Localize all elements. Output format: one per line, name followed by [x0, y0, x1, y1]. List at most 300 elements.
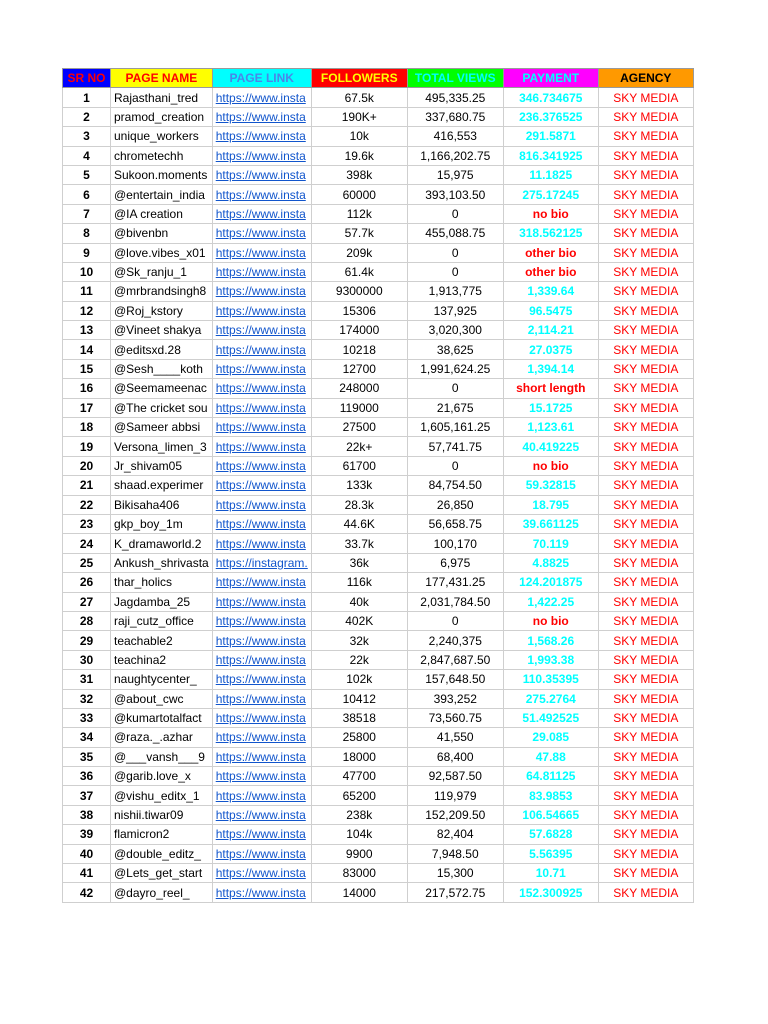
table-row[interactable] [63, 243, 694, 262]
cell-followers[interactable]: 47700 [311, 767, 407, 786]
cell-total-views[interactable]: 157,648.50 [407, 670, 503, 689]
cell-payment[interactable]: 275.17245 [503, 185, 598, 204]
cell-agency[interactable]: SKY MEDIA [598, 747, 693, 766]
cell-page-link[interactable]: https://www.insta [212, 883, 311, 902]
cell-total-views[interactable]: 15,975 [407, 165, 503, 184]
cell-payment[interactable]: 83.9853 [503, 786, 598, 805]
cell-page-link[interactable]: https://www.insta [212, 418, 311, 437]
cell-page-name[interactable]: teachable2 [111, 631, 213, 650]
cell-followers[interactable]: 10k [311, 127, 407, 146]
cell-payment[interactable]: 59.32815 [503, 476, 598, 495]
cell-followers[interactable]: 65200 [311, 786, 407, 805]
cell-page-name[interactable]: Bikisaha406 [111, 495, 213, 514]
cell-page-name[interactable]: Sukoon.moments [111, 165, 213, 184]
table-row[interactable] [63, 359, 694, 378]
table-row[interactable] [63, 747, 694, 766]
cell-page-name[interactable]: @about_cwc [111, 689, 213, 708]
cell-followers[interactable]: 174000 [311, 321, 407, 340]
cell-page-name[interactable]: Jr_shivam05 [111, 456, 213, 475]
cell-total-views[interactable]: 7,948.50 [407, 844, 503, 863]
table-row[interactable] [63, 844, 694, 863]
cell-followers[interactable]: 83000 [311, 864, 407, 883]
cell-page-link[interactable]: https://www.insta [212, 301, 311, 320]
cell-agency[interactable]: SKY MEDIA [598, 88, 693, 107]
table-row[interactable] [63, 456, 694, 475]
cell-agency[interactable]: SKY MEDIA [598, 282, 693, 301]
cell-agency[interactable]: SKY MEDIA [598, 224, 693, 243]
cell-page-link[interactable]: https://www.insta [212, 689, 311, 708]
cell-page-link[interactable]: https://www.insta [212, 379, 311, 398]
cell-payment[interactable]: 816.341925 [503, 146, 598, 165]
cell-page-link[interactable]: https://www.insta [212, 495, 311, 514]
cell-payment[interactable]: 106.54665 [503, 805, 598, 824]
cell-page-name[interactable]: @love.vibes_x01 [111, 243, 213, 262]
cell-total-views[interactable]: 455,088.75 [407, 224, 503, 243]
table-row[interactable] [63, 107, 694, 126]
cell-agency[interactable]: SKY MEDIA [598, 611, 693, 630]
cell-page-link[interactable]: https://www.insta [212, 728, 311, 747]
cell-page-name[interactable]: naughtycenter_ [111, 670, 213, 689]
header-page-name[interactable]: PAGE NAME [111, 69, 213, 88]
cell-payment[interactable]: 64.81125 [503, 767, 598, 786]
cell-page-link[interactable]: https://www.insta [212, 437, 311, 456]
cell-page-link[interactable]: https://www.insta [212, 786, 311, 805]
cell-page-name[interactable]: @Roj_kstory [111, 301, 213, 320]
cell-page-link[interactable]: https://www.insta [212, 514, 311, 533]
cell-payment[interactable]: 291.5871 [503, 127, 598, 146]
table-row[interactable] [63, 864, 694, 883]
cell-followers[interactable]: 67.5k [311, 88, 407, 107]
cell-page-link[interactable]: https://www.insta [212, 282, 311, 301]
cell-followers[interactable]: 238k [311, 805, 407, 824]
table-row[interactable] [63, 301, 694, 320]
cell-page-name[interactable]: unique_workers [111, 127, 213, 146]
cell-agency[interactable]: SKY MEDIA [598, 379, 693, 398]
table-row[interactable] [63, 650, 694, 669]
cell-page-name[interactable]: teachina2 [111, 650, 213, 669]
cell-total-views[interactable]: 38,625 [407, 340, 503, 359]
table-row[interactable] [63, 437, 694, 456]
cell-page-name[interactable]: @IA creation [111, 204, 213, 223]
cell-page-name[interactable]: @Lets_get_start [111, 864, 213, 883]
cell-agency[interactable]: SKY MEDIA [598, 456, 693, 475]
cell-page-name[interactable]: @bivenbn [111, 224, 213, 243]
cell-payment[interactable]: 152.300925 [503, 883, 598, 902]
header-total-views[interactable]: TOTAL VIEWS [407, 69, 503, 88]
cell-agency[interactable]: SKY MEDIA [598, 127, 693, 146]
cell-followers[interactable]: 12700 [311, 359, 407, 378]
cell-agency[interactable]: SKY MEDIA [598, 825, 693, 844]
cell-page-link[interactable]: https://www.insta [212, 340, 311, 359]
cell-page-link[interactable]: https://www.insta [212, 262, 311, 281]
cell-page-name[interactable]: raji_cutz_office [111, 611, 213, 630]
cell-page-link[interactable]: https://www.insta [212, 747, 311, 766]
cell-page-name[interactable]: K_dramaworld.2 [111, 534, 213, 553]
table-row[interactable] [63, 340, 694, 359]
cell-followers[interactable]: 104k [311, 825, 407, 844]
table-row[interactable] [63, 88, 694, 107]
cell-agency[interactable]: SKY MEDIA [598, 844, 693, 863]
cell-agency[interactable]: SKY MEDIA [598, 631, 693, 650]
cell-agency[interactable]: SKY MEDIA [598, 301, 693, 320]
table-row[interactable] [63, 495, 694, 514]
cell-page-link[interactable]: https://www.insta [212, 146, 311, 165]
cell-followers[interactable]: 44.6K [311, 514, 407, 533]
cell-total-views[interactable]: 68,400 [407, 747, 503, 766]
cell-agency[interactable]: SKY MEDIA [598, 418, 693, 437]
header-page-link[interactable]: PAGE LINK [212, 69, 311, 88]
cell-payment[interactable]: 318.562125 [503, 224, 598, 243]
cell-followers[interactable]: 57.7k [311, 224, 407, 243]
table-row[interactable] [63, 204, 694, 223]
cell-agency[interactable]: SKY MEDIA [598, 495, 693, 514]
cell-payment[interactable]: 10.71 [503, 864, 598, 883]
table-row[interactable] [63, 146, 694, 165]
cell-agency[interactable]: SKY MEDIA [598, 185, 693, 204]
cell-page-link[interactable]: https://www.insta [212, 359, 311, 378]
cell-page-link[interactable]: https://www.insta [212, 805, 311, 824]
cell-agency[interactable]: SKY MEDIA [598, 767, 693, 786]
cell-page-name[interactable]: thar_holics [111, 573, 213, 592]
cell-total-views[interactable]: 0 [407, 611, 503, 630]
table-row[interactable] [63, 767, 694, 786]
cell-total-views[interactable]: 416,553 [407, 127, 503, 146]
cell-total-views[interactable]: 92,587.50 [407, 767, 503, 786]
cell-page-link[interactable]: https://www.insta [212, 476, 311, 495]
cell-total-views[interactable]: 57,741.75 [407, 437, 503, 456]
cell-payment[interactable]: 27.0375 [503, 340, 598, 359]
cell-page-name[interactable]: @editsxd.28 [111, 340, 213, 359]
cell-total-views[interactable]: 217,572.75 [407, 883, 503, 902]
cell-total-views[interactable]: 1,913,775 [407, 282, 503, 301]
cell-page-name[interactable]: @raza._.azhar [111, 728, 213, 747]
cell-page-link[interactable]: https://www.insta [212, 864, 311, 883]
cell-followers[interactable]: 33.7k [311, 534, 407, 553]
cell-page-name[interactable]: @Sk_ranju_1 [111, 262, 213, 281]
cell-total-views[interactable]: 0 [407, 204, 503, 223]
cell-page-name[interactable]: @mrbrandsingh8 [111, 282, 213, 301]
cell-page-link[interactable]: https://www.insta [212, 573, 311, 592]
table-row[interactable] [63, 553, 694, 572]
cell-total-views[interactable]: 152,209.50 [407, 805, 503, 824]
table-row[interactable] [63, 786, 694, 805]
cell-followers[interactable]: 9300000 [311, 282, 407, 301]
cell-total-views[interactable]: 6,975 [407, 553, 503, 572]
cell-followers[interactable]: 22k [311, 650, 407, 669]
table-row[interactable] [63, 805, 694, 824]
cell-agency[interactable]: SKY MEDIA [598, 514, 693, 533]
cell-payment[interactable]: 39.661125 [503, 514, 598, 533]
cell-page-name[interactable]: @dayro_reel_ [111, 883, 213, 902]
cell-payment[interactable]: 1,993.38 [503, 650, 598, 669]
cell-followers[interactable]: 190K+ [311, 107, 407, 126]
cell-followers[interactable]: 116k [311, 573, 407, 592]
cell-total-views[interactable]: 3,020,300 [407, 321, 503, 340]
cell-agency[interactable]: SKY MEDIA [598, 573, 693, 592]
table-row[interactable] [63, 728, 694, 747]
cell-total-views[interactable]: 2,240,375 [407, 631, 503, 650]
cell-page-link[interactable]: https://www.insta [212, 107, 311, 126]
cell-page-link[interactable]: https://www.insta [212, 592, 311, 611]
cell-total-views[interactable]: 2,847,687.50 [407, 650, 503, 669]
cell-followers[interactable]: 398k [311, 165, 407, 184]
cell-total-views[interactable]: 0 [407, 262, 503, 281]
cell-payment[interactable]: 110.35395 [503, 670, 598, 689]
cell-page-link[interactable]: https://www.insta [212, 224, 311, 243]
cell-total-views[interactable]: 73,560.75 [407, 708, 503, 727]
cell-page-name[interactable]: Versona_limen_3 [111, 437, 213, 456]
cell-page-name[interactable]: @vishu_editx_1 [111, 786, 213, 805]
cell-agency[interactable]: SKY MEDIA [598, 534, 693, 553]
cell-agency[interactable]: SKY MEDIA [598, 708, 693, 727]
cell-payment[interactable]: 124.201875 [503, 573, 598, 592]
cell-followers[interactable]: 25800 [311, 728, 407, 747]
cell-agency[interactable]: SKY MEDIA [598, 262, 693, 281]
cell-payment[interactable]: 15.1725 [503, 398, 598, 417]
cell-payment[interactable]: 1,339.64 [503, 282, 598, 301]
cell-payment[interactable]: 1,394.14 [503, 359, 598, 378]
header-sr-no[interactable]: SR NO [63, 69, 111, 88]
cell-page-link[interactable]: https://www.insta [212, 825, 311, 844]
table-row[interactable] [63, 708, 694, 727]
cell-payment[interactable]: 29.085 [503, 728, 598, 747]
cell-payment[interactable]: 4.8825 [503, 553, 598, 572]
cell-payment[interactable]: 275.2764 [503, 689, 598, 708]
cell-followers[interactable]: 28.3k [311, 495, 407, 514]
cell-followers[interactable]: 15306 [311, 301, 407, 320]
cell-page-link[interactable]: https://www.insta [212, 398, 311, 417]
cell-total-views[interactable]: 1,605,161.25 [407, 418, 503, 437]
table-row[interactable] [63, 611, 694, 630]
cell-followers[interactable]: 18000 [311, 747, 407, 766]
table-row[interactable] [63, 398, 694, 417]
cell-page-name[interactable]: @double_editz_ [111, 844, 213, 863]
cell-agency[interactable]: SKY MEDIA [598, 670, 693, 689]
table-row[interactable] [63, 127, 694, 146]
cell-page-link[interactable]: https://www.insta [212, 88, 311, 107]
cell-page-name[interactable]: Jagdamba_25 [111, 592, 213, 611]
table-row[interactable] [63, 418, 694, 437]
cell-followers[interactable]: 112k [311, 204, 407, 223]
cell-followers[interactable]: 38518 [311, 708, 407, 727]
cell-followers[interactable]: 9900 [311, 844, 407, 863]
cell-total-views[interactable]: 21,675 [407, 398, 503, 417]
table-row[interactable] [63, 592, 694, 611]
cell-page-link[interactable]: https://www.insta [212, 844, 311, 863]
cell-page-link[interactable]: https://www.insta [212, 456, 311, 475]
table-row[interactable] [63, 883, 694, 902]
table-row[interactable] [63, 262, 694, 281]
cell-payment[interactable]: 1,422.25 [503, 592, 598, 611]
cell-followers[interactable]: 402K [311, 611, 407, 630]
cell-page-name[interactable]: @kumartotalfact [111, 708, 213, 727]
table-row[interactable] [63, 476, 694, 495]
cell-page-link[interactable]: https://www.insta [212, 321, 311, 340]
table-row[interactable] [63, 631, 694, 650]
header-followers[interactable]: FOLLOWERS [311, 69, 407, 88]
cell-page-link[interactable]: https://www.insta [212, 708, 311, 727]
cell-agency[interactable]: SKY MEDIA [598, 650, 693, 669]
cell-followers[interactable]: 209k [311, 243, 407, 262]
cell-followers[interactable]: 10218 [311, 340, 407, 359]
cell-page-link[interactable]: https://www.insta [212, 204, 311, 223]
cell-payment[interactable]: 40.419225 [503, 437, 598, 456]
cell-payment[interactable]: 346.734675 [503, 88, 598, 107]
table-row[interactable] [63, 379, 694, 398]
cell-total-views[interactable]: 393,103.50 [407, 185, 503, 204]
cell-page-name[interactable]: chrometechh [111, 146, 213, 165]
cell-total-views[interactable]: 337,680.75 [407, 107, 503, 126]
cell-followers[interactable]: 61700 [311, 456, 407, 475]
cell-payment[interactable]: no bio [503, 611, 598, 630]
cell-agency[interactable]: SKY MEDIA [598, 107, 693, 126]
cell-agency[interactable]: SKY MEDIA [598, 321, 693, 340]
cell-page-link[interactable]: https://www.insta [212, 243, 311, 262]
cell-total-views[interactable]: 0 [407, 243, 503, 262]
cell-page-link[interactable]: https://www.insta [212, 670, 311, 689]
cell-page-link[interactable]: https://www.insta [212, 631, 311, 650]
cell-followers[interactable]: 102k [311, 670, 407, 689]
cell-total-views[interactable]: 495,335.25 [407, 88, 503, 107]
cell-agency[interactable]: SKY MEDIA [598, 476, 693, 495]
cell-total-views[interactable]: 119,979 [407, 786, 503, 805]
cell-page-link[interactable]: https://www.insta [212, 611, 311, 630]
cell-page-link[interactable]: https://www.insta [212, 767, 311, 786]
cell-total-views[interactable]: 393,252 [407, 689, 503, 708]
cell-payment[interactable]: 51.492525 [503, 708, 598, 727]
cell-payment[interactable]: 18.795 [503, 495, 598, 514]
table-row[interactable] [63, 165, 694, 184]
cell-payment[interactable]: other bio [503, 243, 598, 262]
cell-agency[interactable]: SKY MEDIA [598, 728, 693, 747]
cell-page-name[interactable]: @Sesh____koth [111, 359, 213, 378]
cell-followers[interactable]: 60000 [311, 185, 407, 204]
cell-agency[interactable]: SKY MEDIA [598, 359, 693, 378]
cell-page-name[interactable]: shaad.experimer [111, 476, 213, 495]
cell-agency[interactable]: SKY MEDIA [598, 146, 693, 165]
cell-agency[interactable]: SKY MEDIA [598, 553, 693, 572]
cell-payment[interactable]: 70.119 [503, 534, 598, 553]
cell-page-name[interactable]: @Sameer abbsi [111, 418, 213, 437]
cell-page-name[interactable]: @___vansh___9 [111, 747, 213, 766]
table-row[interactable] [63, 573, 694, 592]
cell-total-views[interactable]: 56,658.75 [407, 514, 503, 533]
cell-total-views[interactable]: 177,431.25 [407, 573, 503, 592]
cell-total-views[interactable]: 100,170 [407, 534, 503, 553]
cell-page-name[interactable]: @Vineet shakya [111, 321, 213, 340]
cell-total-views[interactable]: 26,850 [407, 495, 503, 514]
cell-page-name[interactable]: @Seemameenac [111, 379, 213, 398]
cell-agency[interactable]: SKY MEDIA [598, 243, 693, 262]
cell-page-link[interactable]: https://www.insta [212, 185, 311, 204]
header-payment[interactable]: PAYMENT [503, 69, 598, 88]
cell-followers[interactable]: 22k+ [311, 437, 407, 456]
cell-payment[interactable]: 57.6828 [503, 825, 598, 844]
cell-agency[interactable]: SKY MEDIA [598, 689, 693, 708]
table-row[interactable] [63, 670, 694, 689]
cell-payment[interactable]: 1,123.61 [503, 418, 598, 437]
cell-page-name[interactable]: pramod_creation [111, 107, 213, 126]
cell-agency[interactable]: SKY MEDIA [598, 398, 693, 417]
cell-total-views[interactable]: 41,550 [407, 728, 503, 747]
cell-page-link[interactable]: https://www.insta [212, 650, 311, 669]
cell-followers[interactable]: 19.6k [311, 146, 407, 165]
cell-total-views[interactable]: 0 [407, 456, 503, 475]
cell-total-views[interactable]: 1,991,624.25 [407, 359, 503, 378]
cell-page-link[interactable]: https://www.insta [212, 127, 311, 146]
cell-agency[interactable]: SKY MEDIA [598, 786, 693, 805]
cell-page-name[interactable]: Ankush_shrivasta [111, 553, 213, 572]
cell-followers[interactable]: 61.4k [311, 262, 407, 281]
cell-followers[interactable]: 10412 [311, 689, 407, 708]
cell-followers[interactable]: 133k [311, 476, 407, 495]
cell-payment[interactable]: 47.88 [503, 747, 598, 766]
cell-payment[interactable]: 5.56395 [503, 844, 598, 863]
cell-followers[interactable]: 248000 [311, 379, 407, 398]
cell-payment[interactable]: 2,114.21 [503, 321, 598, 340]
table-row[interactable] [63, 514, 694, 533]
cell-total-views[interactable]: 15,300 [407, 864, 503, 883]
cell-payment[interactable]: no bio [503, 204, 598, 223]
cell-payment[interactable]: other bio [503, 262, 598, 281]
cell-payment[interactable]: 236.376525 [503, 107, 598, 126]
cell-payment[interactable]: 11.1825 [503, 165, 598, 184]
cell-page-name[interactable]: gkp_boy_1m [111, 514, 213, 533]
table-row[interactable] [63, 534, 694, 553]
cell-agency[interactable]: SKY MEDIA [598, 864, 693, 883]
cell-page-name[interactable]: @The cricket sou [111, 398, 213, 417]
cell-followers[interactable]: 40k [311, 592, 407, 611]
cell-page-name[interactable]: @garib.love_x [111, 767, 213, 786]
cell-payment[interactable]: no bio [503, 456, 598, 475]
cell-page-name[interactable]: flamicron2 [111, 825, 213, 844]
cell-page-name[interactable]: @entertain_india [111, 185, 213, 204]
cell-payment[interactable]: 1,568.26 [503, 631, 598, 650]
cell-total-views[interactable]: 1,166,202.75 [407, 146, 503, 165]
cell-followers[interactable]: 14000 [311, 883, 407, 902]
table-row[interactable] [63, 825, 694, 844]
cell-total-views[interactable]: 84,754.50 [407, 476, 503, 495]
cell-agency[interactable]: SKY MEDIA [598, 883, 693, 902]
cell-payment[interactable]: 96.5475 [503, 301, 598, 320]
cell-total-views[interactable]: 0 [407, 379, 503, 398]
cell-total-views[interactable]: 82,404 [407, 825, 503, 844]
cell-followers[interactable]: 27500 [311, 418, 407, 437]
table-row[interactable] [63, 224, 694, 243]
cell-page-name[interactable]: Rajasthani_tred [111, 88, 213, 107]
table-row[interactable] [63, 185, 694, 204]
table-row[interactable] [63, 689, 694, 708]
cell-agency[interactable]: SKY MEDIA [598, 592, 693, 611]
table-row[interactable] [63, 321, 694, 340]
cell-total-views[interactable]: 2,031,784.50 [407, 592, 503, 611]
cell-agency[interactable]: SKY MEDIA [598, 340, 693, 359]
cell-followers[interactable]: 36k [311, 553, 407, 572]
cell-page-link[interactable]: https://www.insta [212, 165, 311, 184]
cell-total-views[interactable]: 137,925 [407, 301, 503, 320]
cell-agency[interactable]: SKY MEDIA [598, 165, 693, 184]
cell-agency[interactable]: SKY MEDIA [598, 204, 693, 223]
cell-page-link[interactable]: https://www.insta [212, 534, 311, 553]
cell-agency[interactable]: SKY MEDIA [598, 437, 693, 456]
header-agency[interactable]: AGENCY [598, 69, 693, 88]
cell-followers[interactable]: 119000 [311, 398, 407, 417]
cell-page-name[interactable]: nishii.tiwar09 [111, 805, 213, 824]
table-row[interactable] [63, 282, 694, 301]
cell-agency[interactable]: SKY MEDIA [598, 805, 693, 824]
cell-followers[interactable]: 32k [311, 631, 407, 650]
cell-page-link[interactable]: https://instagram. [212, 553, 311, 572]
